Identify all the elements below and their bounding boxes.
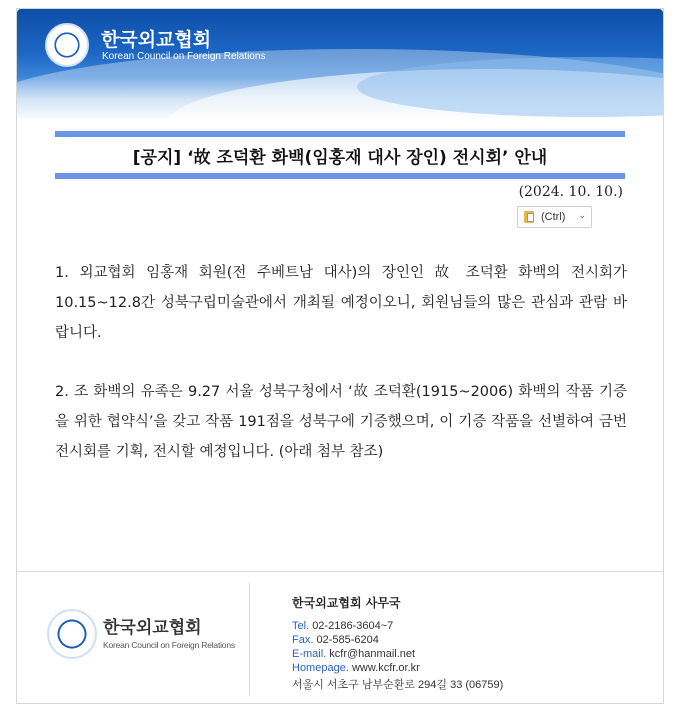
- contact-label: Fax.: [292, 634, 314, 646]
- contact-value[interactable]: www.kcfr.or.kr: [351, 662, 420, 674]
- notice-title: [공지] ‘故 조덕환 화백(임홍재 대사 장인) 전시회’ 안내: [132, 148, 548, 168]
- footer-org-name-en: Korean Council on Foreign Relations: [103, 640, 235, 650]
- contact-tel: [292, 620, 393, 632]
- footer-org-name: 한국외교협회: [103, 618, 202, 638]
- contact-value[interactable]: kcfr@hanmail.net: [329, 648, 416, 660]
- header-banner: [17, 9, 663, 119]
- header-org-name-en: Korean Council on Foreign Relations: [102, 51, 266, 62]
- paste-options-button[interactable]: [517, 206, 592, 228]
- footer-separator: [17, 571, 663, 572]
- kcfr-emblem-icon: [47, 609, 97, 659]
- contact-value: 02-2186-3604~7: [312, 620, 394, 632]
- contact-homepage: [292, 662, 420, 674]
- header-org-name: 한국외교협회: [101, 29, 212, 51]
- paste-options-label: (Ctrl): [541, 211, 566, 223]
- kcfr-emblem-icon: [45, 23, 89, 67]
- contact-value: 02-585-6204: [316, 634, 379, 646]
- notice-date: (2024. 10. 10.): [518, 184, 623, 200]
- clipboard-icon: [524, 211, 534, 223]
- contact-fax: [292, 634, 379, 646]
- contact-label: Tel.: [292, 620, 310, 632]
- contact-email: [292, 648, 415, 660]
- chevron-down-icon: ⌄: [578, 210, 586, 220]
- title-rule-bottom: [55, 173, 625, 179]
- contact-address: 서울시 서초구 남부순환로 294길 33 (06759): [292, 679, 504, 691]
- contact-label: Homepage.: [292, 662, 349, 674]
- contact-label: E-mail.: [292, 648, 327, 660]
- footer-divider: [249, 583, 250, 695]
- newsletter-frame: [16, 8, 664, 704]
- notice-paragraph: 2. 조 화백의 유족은 9.27 서울 성북구청에서 ‘故 조덕환(1915~2006) 화백의 작품 기증을 위한 협약식’을 갖고 작품 191점을 성북구에 기증했으며, 이 기증 작품을 선별하여 금번 전시회를 기획, 전시할 예정입니다. (아래 첨부 참조): [55, 384, 627, 460]
- notice-paragraph: 1. 외교협회 임홍재 회원(전 주베트남 대사)의 장인인 故 조덕환 화백의 전시회가 10.15~12.8간 성북구립미술관에서 개최될 예정이오니, 회원님들의 많은 관심과 관람 바랍니다.: [55, 265, 627, 341]
- title-rule-top: [55, 131, 625, 137]
- footer-office-title: 한국외교협회 사무국: [292, 596, 401, 610]
